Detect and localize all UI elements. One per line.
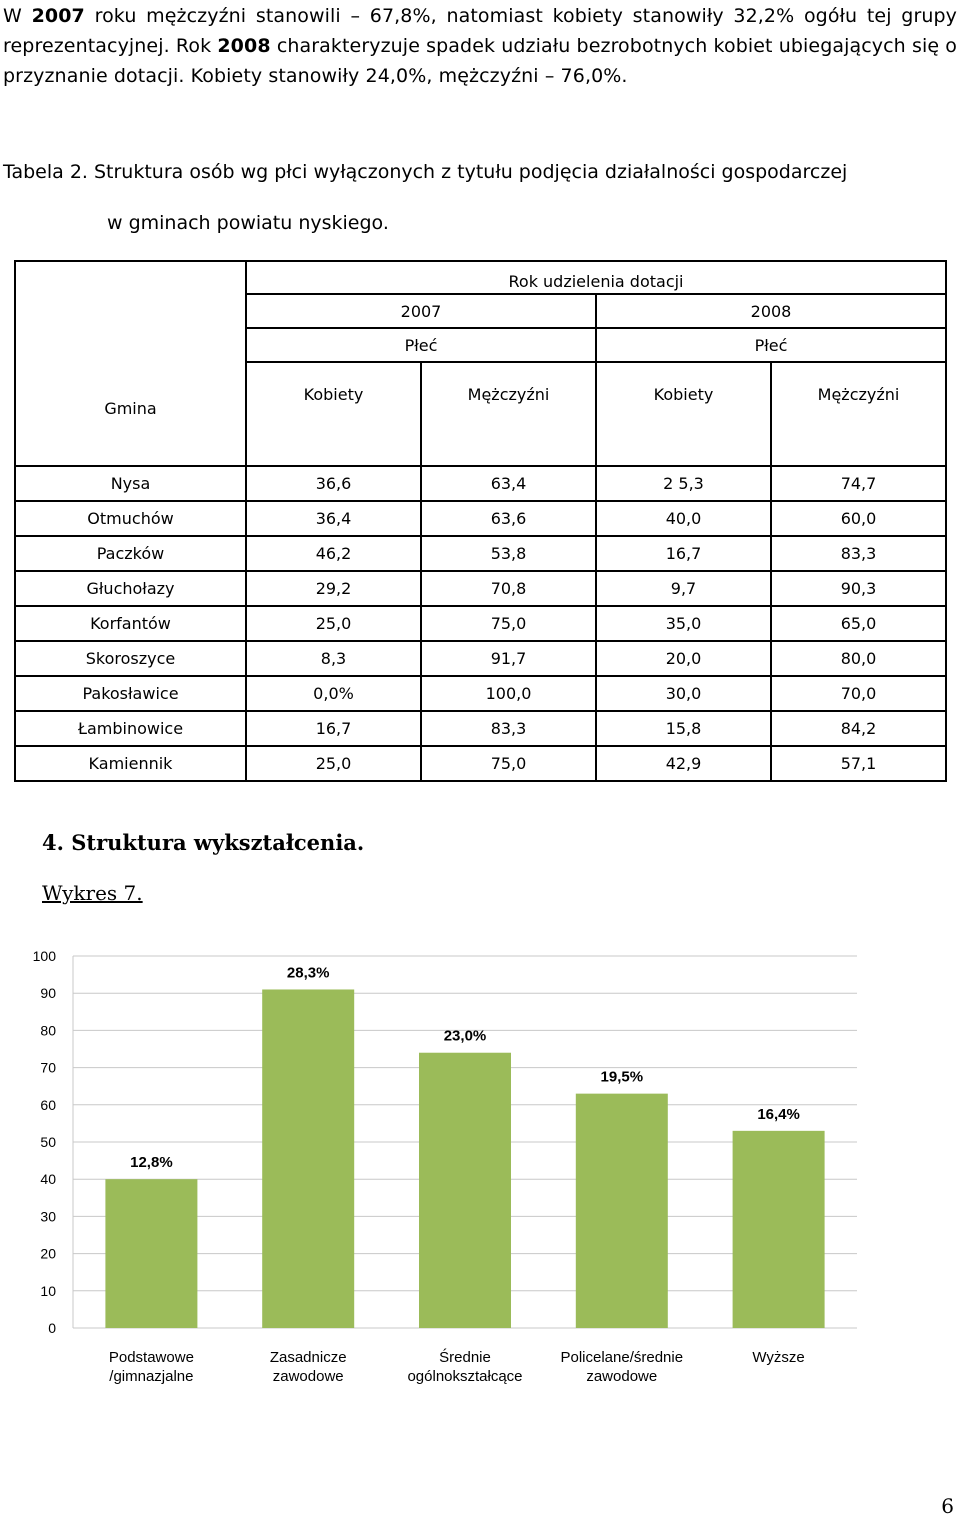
mezczyzni-2007-cell: 63,6 [421,501,596,536]
col-header-mezczyzni-2007: Mężczyźni [421,362,596,430]
y-tick-label: 0 [48,1320,56,1336]
y-tick-label: 10 [40,1282,56,1299]
mezczyzni-2008-cell: 84,2 [771,711,946,746]
category-label: Podstawowe [108,1349,194,1366]
category-label: Policelane/średnie [560,1349,684,1366]
group-header: Rok udzielenia dotacji [246,261,946,294]
year-2008-header: 2008 [596,294,946,328]
kobiety-2008-cell: 40,0 [596,501,771,536]
bar [105,1179,197,1328]
table-row [15,711,946,746]
bar [576,1094,668,1328]
header-spacer [771,430,946,466]
year-2008-bold: 2008 [217,35,271,57]
bar [419,1053,511,1328]
category-label: Średnie [439,1349,491,1366]
kobiety-2007-cell: 0,0% [246,676,421,711]
mezczyzni-2007-cell: 75,0 [421,606,596,641]
page-number: 6 [941,1494,954,1518]
kobiety-2008-cell: 42,9 [596,746,771,781]
bar [733,1131,825,1328]
table-body [15,466,946,781]
data-label: 12,8% [130,1154,173,1172]
table-row [15,641,946,676]
intro-paragraph [3,1,957,91]
col-header-gmina: Gmina [104,399,157,418]
kobiety-2007-cell: 29,2 [246,571,421,606]
mezczyzni-2007-cell: 53,8 [421,536,596,571]
table-row [15,536,946,571]
category-label: Wyższe [752,1349,805,1366]
mezczyzni-2007-cell: 70,8 [421,571,596,606]
kobiety-2007-cell: 36,4 [246,501,421,536]
mezczyzni-2007-cell: 83,3 [421,711,596,746]
header-spacer [246,430,421,466]
mezczyzni-2008-cell: 60,0 [771,501,946,536]
y-tick-label: 50 [40,1134,56,1150]
gmina-header-cell [15,261,246,430]
gmina-cell: Paczków [15,536,246,571]
gmina-cell: Głuchołazy [15,571,246,606]
kobiety-2008-cell: 16,7 [596,536,771,571]
gmina-cell: Otmuchów [15,501,246,536]
kobiety-2008-cell: 2 5,3 [596,466,771,501]
data-label: 16,4% [757,1105,800,1123]
table-row [15,746,946,781]
mezczyzni-2007-cell: 75,0 [421,746,596,781]
table-caption-cont: w gminach powiatu nyskiego. [107,212,389,234]
mezczyzni-2008-cell: 83,3 [771,536,946,571]
kobiety-2008-cell: 15,8 [596,711,771,746]
kobiety-2008-cell: 20,0 [596,641,771,676]
table-row [15,501,946,536]
data-label: 28,3% [286,964,330,982]
y-tick-label: 100 [32,948,56,964]
table-row [15,571,946,606]
kobiety-2008-cell: 30,0 [596,676,771,711]
intro-text: charakteryzuje spadek udziału bezrobotnych kobiet ubiegających się o przyznanie dotacji. Kobiety stanowiły 24,0%, mężczyźni – 76,0%. [3,35,958,87]
header-spacer [421,430,596,466]
kobiety-2008-cell: 35,0 [596,606,771,641]
gmina-cell: Pakosławice [15,676,246,711]
table-row [15,606,946,641]
intro-text: roku mężczyźni stanowili – 67,8%, natomiast kobiety stanowiły 32,2% ogółu tej grupy reprezentacyjnej. Rok [3,5,958,57]
kobiety-2007-cell: 8,3 [246,641,421,676]
mezczyzni-2007-cell: 100,0 [421,676,596,711]
y-tick-label: 80 [40,1022,56,1039]
gmina-cell: Nysa [15,466,246,501]
data-label: 23,0% [443,1027,487,1045]
kobiety-2007-cell: 25,0 [246,746,421,781]
y-tick-label: 20 [40,1245,56,1262]
header-spacer [15,430,246,466]
sex-header-2007: Płeć [246,328,596,362]
mezczyzni-2008-cell: 70,0 [771,676,946,711]
col-header-mezczyzni-2008: Mężczyźni [771,362,946,430]
gender-structure-table [14,260,947,782]
kobiety-2007-cell: 25,0 [246,606,421,641]
year-2007-header: 2007 [246,294,596,328]
y-tick-label: 40 [40,1171,56,1188]
category-label: ogólnokształcące [407,1368,523,1385]
y-tick-label: 30 [40,1208,56,1225]
y-tick-label: 60 [40,1096,56,1113]
category-label: zawodowe [272,1368,344,1385]
mezczyzni-2007-cell: 63,4 [421,466,596,501]
col-header-kobiety-2008: Kobiety [596,362,771,430]
gmina-cell: Skoroszyce [15,641,246,676]
category-label: Zasadnicze [269,1349,347,1366]
kobiety-2007-cell: 46,2 [246,536,421,571]
y-tick-label: 70 [40,1059,56,1076]
gmina-cell: Łambinowice [15,711,246,746]
education-bar-chart [0,935,960,1395]
section-title: 4. Struktura wykształcenia. [42,830,365,855]
intro-text: W [3,5,22,27]
gmina-cell: Korfantów [15,606,246,641]
year-2007-bold: 2007 [31,5,85,27]
header-spacer [596,430,771,466]
kobiety-2007-cell: 36,6 [246,466,421,501]
mezczyzni-2008-cell: 74,7 [771,466,946,501]
table-row [15,466,946,501]
chart-title: Wykres 7. [42,881,143,905]
table-caption: Tabela 2. Struktura osób wg płci wyłączonych z tytułu podjęcia działalności gospodarczej [3,161,848,183]
category-label: /gimnazjalne [109,1368,194,1385]
mezczyzni-2008-cell: 57,1 [771,746,946,781]
data-label: 19,5% [600,1068,644,1086]
kobiety-2007-cell: 16,7 [246,711,421,746]
table-row [15,676,946,711]
sex-header-2008: Płeć [596,328,946,362]
bar [262,989,354,1328]
category-label: zawodowe [586,1368,658,1385]
y-tick-label: 90 [40,985,56,1002]
mezczyzni-2008-cell: 90,3 [771,571,946,606]
gmina-cell: Kamiennik [15,746,246,781]
mezczyzni-2008-cell: 65,0 [771,606,946,641]
col-header-kobiety-2007: Kobiety [246,362,421,430]
kobiety-2008-cell: 9,7 [596,571,771,606]
mezczyzni-2007-cell: 91,7 [421,641,596,676]
mezczyzni-2008-cell: 80,0 [771,641,946,676]
